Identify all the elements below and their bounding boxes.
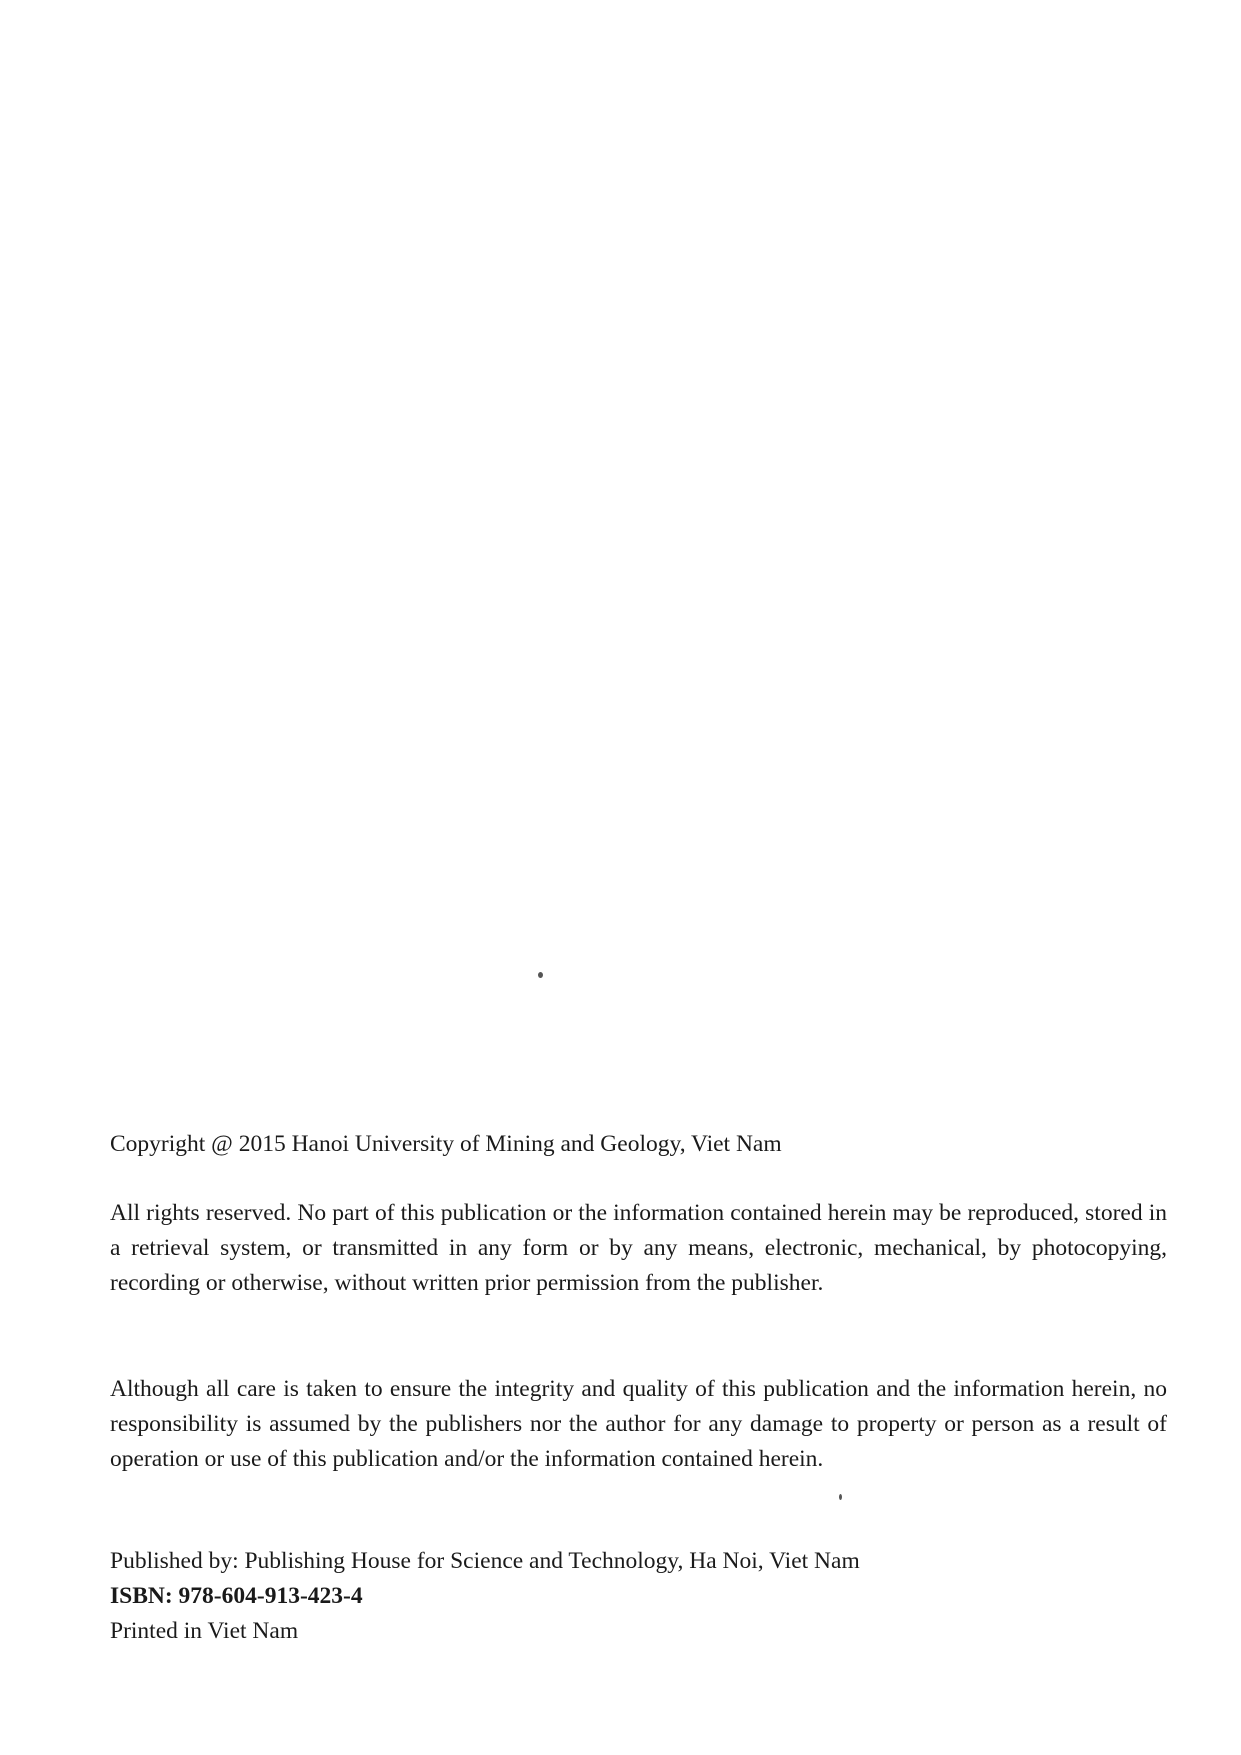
copyright-notice: Copyright @ 2015 Hanoi University of Mining and Geology, Viet Nam xyxy=(110,1131,782,1157)
printed-in-line: Printed in Viet Nam xyxy=(110,1618,299,1644)
rights-reserved-paragraph: All rights reserved. No part of this publication or the information contained herein may be reproduced, stored in a retrieval system, or transmitted in any form or by any means, electronic, mechanical, by photocopying, recording or otherwise, without written prior permission from the publisher. xyxy=(110,1200,1167,1296)
publisher-line: Published by: Publishing House for Science and Technology, Ha Noi, Viet Nam xyxy=(110,1548,860,1574)
imprint-block xyxy=(110,1544,1167,1649)
isbn-line: ISBN: 978-604-913-423-4 xyxy=(110,1583,363,1609)
scan-speck xyxy=(538,972,543,978)
disclaimer-paragraph: Although all care is taken to ensure the integrity and quality of this publication and the information herein, no responsibility is assumed by the publishers nor the author for any damage to property or person as a result of operation or use of this publication and/or the information contained herein. xyxy=(110,1376,1167,1472)
scan-speck xyxy=(839,1494,842,1500)
